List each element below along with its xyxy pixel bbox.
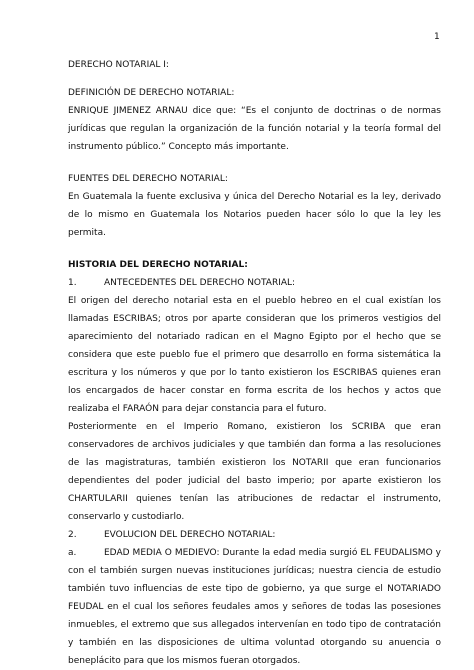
list-number: 2. [68, 530, 77, 540]
list-item-antecedentes [68, 274, 441, 292]
edad-media-text: EDAD MEDIA O MEDIEVO: Durante la edad media surgió EL FEUDALISMO y con el también surgen nuevas instituciones jurídicas; nuestra ciencia de estudio también tuvo influencias de este tipo de gobierno, ya que surge el NOTARIADO FEUDAL en el cual los señores feudales amos y señores de todas las posesiones inmuebles, el extremo que sus allegados intervenían en todo tipo de contratación y también en las disposiciones de ultima voluntad otorgando su anuencia o beneplácito para que los mismos fueran otorgados. [68, 548, 441, 666]
list-number: a. [68, 548, 77, 558]
fuentes-heading: FUENTES DEL DERECHO NOTARIAL: [68, 174, 228, 184]
definicion-heading: DEFINICIÓN DE DERECHO NOTARIAL: [68, 88, 235, 98]
list-item-edad-media [68, 544, 441, 670]
document-title: DERECHO NOTARIAL I: [68, 60, 169, 70]
historia-paragraph-2: Posteriormente en el Imperio Romano, existieron los SCRIBA que eran conservadores de archivos judiciales y que también dan forma a las resoluciones de las magistraturas, también existieron los NOTARII que eran funcionarios dependientes del poder judicial del basto imperio; por aparte existieron los CHARTULARII quienes tenían las atribuciones de redactar el instrumento, conservarlo y custodiarlo. [68, 422, 441, 522]
list-label: ANTECEDENTES DEL DERECHO NOTARIAL: [104, 278, 296, 288]
historia-paragraph-1: El origen del derecho notarial esta en el pueblo hebreo en el cual existían los llamadas ESCRIBAS; otros por aparte consideran que los primeros vestigios del aparecimiento del notariado radican en el Magno Egipto por el hecho que se considera que este pueblo fue el primero que desarrollo en forma sistemática la escritura y los números y que por lo tanto existieron los ESCRIBAS quienes eran los encargados de hacer constar en forma escrita de los hechos y actos que realizaba el FARAÓN para dejar constancia para el futuro. [68, 296, 441, 414]
historia-heading: HISTORIA DEL DERECHO NOTARIAL: [68, 260, 248, 270]
list-label: EVOLUCION DEL DERECHO NOTARIAL: [104, 530, 276, 540]
definicion-text: ENRIQUE JIMENEZ ARNAU dice que: “Es el conjunto de doctrinas o de normas jurídicas que regulan la organización de la función notarial y la teoría formal del instrumento público.” Concepto más importante. [68, 106, 441, 152]
list-number: 1. [68, 278, 77, 288]
list-item-evolucion [68, 526, 441, 544]
page-number: 1 [434, 32, 440, 42]
page-content [68, 56, 441, 670]
fuentes-text: En Guatemala la fuente exclusiva y única del Derecho Notarial es la ley, derivado de lo mismo en Guatemala los Notarios pueden hacer sólo lo que la ley les permita. [68, 192, 441, 238]
